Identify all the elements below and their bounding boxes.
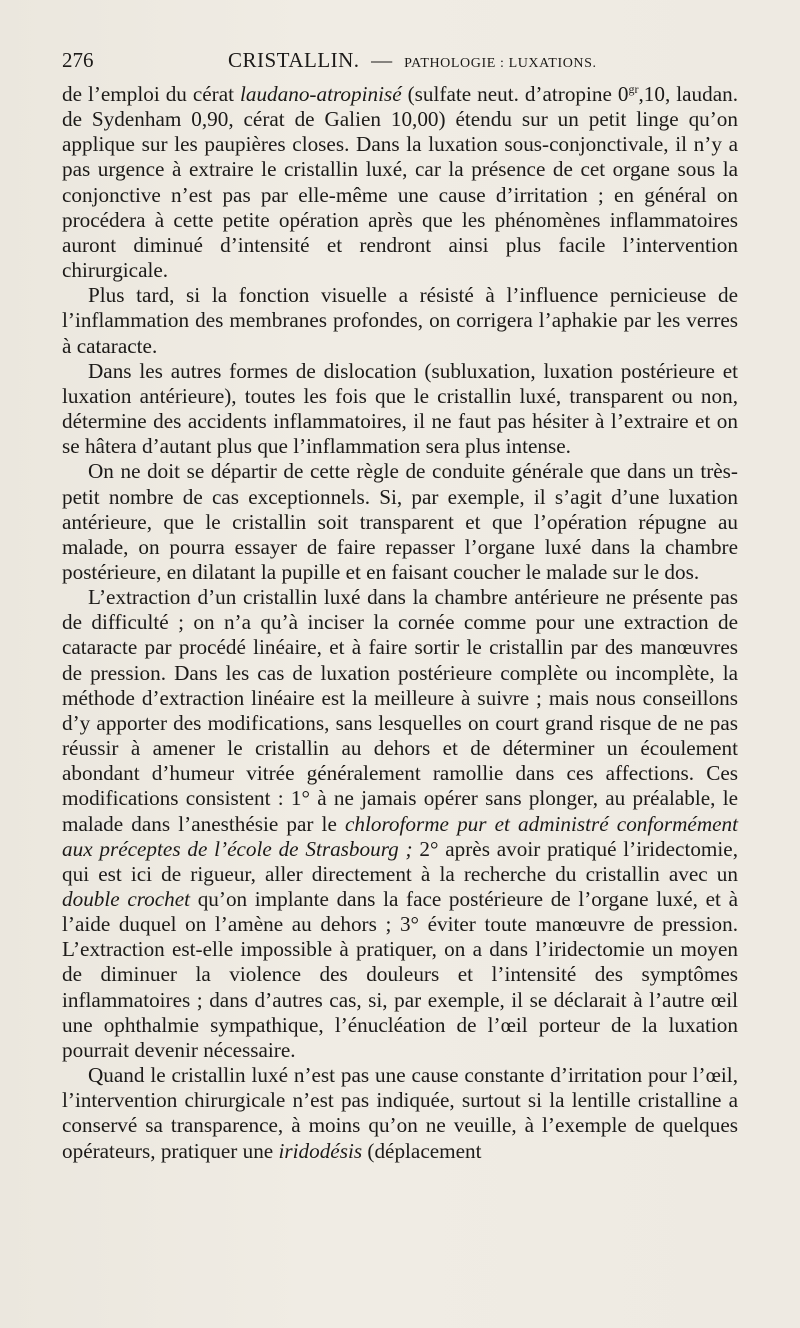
italic-run: double crochet [62,887,191,911]
paragraph-p3 [62,359,738,460]
paragraph-p4 [62,459,738,585]
text-run: de l’emploi du cérat [62,82,240,106]
paragraph-p6 [62,1063,738,1164]
italic-run: chloroforme pur et administré conformément aux préceptes de l’école de Strasbourg ; [62,811,738,861]
text-run: qu’on implante dans la face postérieure de l’organe luxé, et à l’aide duquel on l’amène au dehors ; 3° éviter toute manœuvre de pression. L’extraction est-elle impossible à pratiquer, on a dans l’iridectomie un moyen de diminuer la violence des douleurs et l’intensité des symptômes inflammatoires ; dans d’autres cas, si, par exemple, il se déclarait à l’autre œil une ophthalmie sympathique, l’énucléation de l’œil porteur de la luxation pourrait devenir nécessaire. [62,887,738,1062]
section-subtitle: PATHOLOGIE : LUXATIONS. [404,56,597,71]
italic-run: laudano-atropinisé [239,82,402,106]
text-run: (déplacement [362,1138,482,1163]
text-run: Dans les autres formes de dislocation (subluxation, luxation postérieure et luxation antérieure), toutes les fois que le cristallin luxé, transparent ou non, détermine des accidents inflammatoires, il ne faut pas hésiter à l’extraire et on se hâtera d’autant plus que l’inflammation sera plus intense. [62,358,738,459]
running-header [62,46,752,74]
paragraph-p1 [62,82,738,283]
running-title [228,46,597,78]
text-run: (sulfate neut. d’atropine 0 [401,82,629,106]
italic-run: iridodésis [278,1138,363,1163]
superscript-run: gr [628,81,639,96]
text-run: Plus tard, si la fonction visuelle a résisté à l’influence pernicieuse de l’inflammation des membranes profondes, on corrigera l’aphakie par les verres à cataracte. [62,283,738,358]
text-run: 2° après avoir pratiqué l’iridectomie, qui est ici de rigueur, aller directement à la recherche du cristallin avec un [62,836,739,886]
paragraph-p2 [62,283,738,358]
text-run: Quand le cristallin luxé n’est pas une cause constante d’irritation pour l’œil, l’intervention chirurgicale n’est pas indiquée, surtout si la lentille cristalline a conservé sa transparence, à moins qu’on ne veuille, à l’exemple de quelques opérateurs, pratiquer une [62,1063,738,1163]
body-text [62,82,738,1164]
text-run: L’extraction d’un cristallin luxé dans la chambre antérieure ne présente pas de difficulté ; on n’a qu’à inciser la cornée comme pour une extraction de cataracte par procédé linéaire, et à faire sortir le cristallin par des manœuvres de pression. Dans les cas de luxation postérieure complète ou incomplète, la méthode d’extraction linéaire est la meilleure à suivre ; mais nous conseillons d’y apporter des modifications, sans lesquelles on court grand risque de ne pas réussir à amener le cristallin au dehors et de déterminer un écoulement abondant d’humeur vitrée généralement ramollie dans ces affections. Ces modifications consistent : 1° à ne jamais opérer sans plonger, au préalable, le malade dans l’anesthésie par le [62,585,738,836]
header-dash: — [371,48,393,72]
text-run: On ne doit se départir de cette règle de conduite générale que dans un très-petit nombre de cas exceptionnels. Si, par exemple, il s’agit d’une luxation antérieure, que le cristallin soit transparent et que l’opération répugne au malade, on pourra essayer de faire repasser l’organe luxé dans la chambre postérieure, en dilatant la pupille et en faisant coucher le malade sur le dos. [62,459,738,584]
page-number: 276 [62,48,94,72]
paragraph-p5 [62,585,738,1063]
chapter-title: CRISTALLIN. [228,48,360,72]
text-run: ,10, laudan. de Sydenham 0,90, cérat de Galien 10,00) étendu sur un petit linge qu’on applique sur les paupières closes. Dans la luxation sous-conjonctivale, il n’y a pas urgence à extraire le cristallin luxé, car la présence de cet organe sous la conjonctive n’est pas par elle-même une cause d’irritation ; en général on procédera à cette petite opération après que les phénomènes inflammatoires auront diminué d’intensité et rendront ainsi plus facile l’intervention chirurgicale. [62,82,738,283]
